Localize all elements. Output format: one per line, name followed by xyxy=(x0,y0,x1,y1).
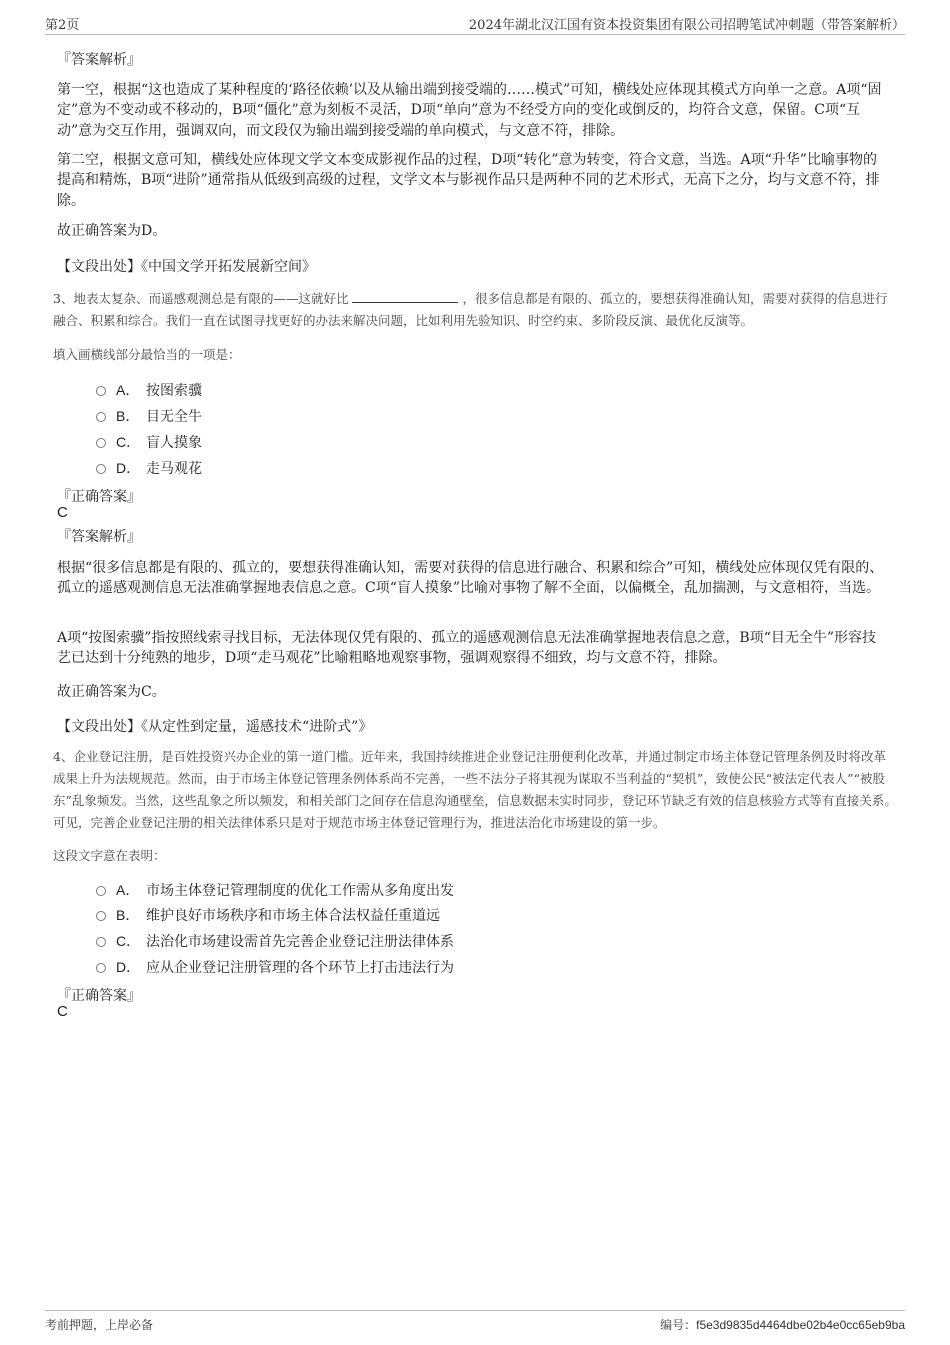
q3-question-b: ，很多信息都是有限的、孤立的，要想获得准确认知，需要对获得的信息进行融合、积累和综合。我们一直在试图寻找更好的办法来解决问题，比如利用先验知识、时空约束、多阶段反演、最优化反演等。 xyxy=(53,291,888,328)
radio-icon[interactable] xyxy=(96,963,106,973)
page-footer xyxy=(45,1310,905,1335)
q3-question-a: 3、地表太复杂、而遥感观测总是有限的——这就好比 xyxy=(53,291,349,306)
q4-correct-label: 『正确答案』 xyxy=(57,988,141,1004)
q3-question xyxy=(53,288,898,332)
q3-analysis-p1: 根据“很多信息都是有限的、孤立的，要想获得准确认知，需要对获得的信息进行融合、积累和综合”可知，横线处应体现仅凭有限的、孤立的遥感观测信息无法准确掌握地表信息之意。C项“盲人摸象”比喻对事物了解不全面，以偏概全，乱加揣测，与文意相符，当选。 xyxy=(57,560,884,597)
radio-icon[interactable] xyxy=(96,464,106,474)
q4-option-a[interactable]: A． 市场主体登记管理制度的优化工作需从多角度出发 xyxy=(96,880,454,900)
q2-conclusion: 故正确答案为D。 xyxy=(57,223,167,239)
q3-option-b[interactable]: B． 目无全牛 xyxy=(96,406,202,426)
q3-blank xyxy=(352,291,458,303)
q4-option-b[interactable]: B． 维护良好市场秩序和市场主体合法权益任重道远 xyxy=(96,905,440,925)
q3-source: 【文段出处】《从定性到定量，遥感技术“进阶式”》 xyxy=(57,719,373,735)
radio-icon[interactable] xyxy=(96,438,106,448)
radio-icon[interactable] xyxy=(96,911,106,921)
q4-question: 4、企业登记注册，是百姓投资兴办企业的第一道门槛。近年来，我国持续推进企业登记注册便利化改革，并通过制定市场主体登记管理条例及时将改革成果上升为法规规范。然而，由于市场主体登记管理条例体系尚不完善，一些不法分子将其视为谋取不当利益的“契机”，致使公民“被法定代表人”“被股东”乱象频发。当然，这些乱象之所以频发，和相关部门之间存在信息沟通壁垒，信息数据未实时同步，登记环节缺乏有效的信息核验方式等有直接关系。可见，完善企业登记注册的相关法律体系只是对于规范市场主体登记管理行为，推进法治化市场建设的第一步。 xyxy=(53,749,897,830)
q3-conclusion: 故正确答案为C。 xyxy=(57,684,166,700)
q3-analysis-p2: A项“按图索骥”指按照线索寻找目标，无法体现仅凭有限的、孤立的遥感观测信息无法准确掌握地表信息之意，B项“目无全牛”形容技艺已达到十分纯熟的地步，D项“走马观花”比喻粗略地观察事物，强调观察得不细致，均与文意不符，排除。 xyxy=(57,630,877,667)
document-title: 2024年湖北汉江国有资本投资集团有限公司招聘笔试冲刺题（带答案解析） xyxy=(468,18,905,33)
q4-option-d[interactable]: D． 应从企业登记注册管理的各个环节上打击违法行为 xyxy=(96,957,454,977)
radio-icon[interactable] xyxy=(96,412,106,422)
radio-icon[interactable] xyxy=(96,386,106,396)
q2-analysis-p1: 第一空，根据“这也造成了某种程度的‘路径依赖’以及从输出端到接受端的……模式”可知，横线处应体现其模式方向单一之意。A项“固定”意为不变动或不移动的，B项“僵化”意为刻板不灵活，D项“单向”意为不经受方向的变化或倒反的，均符合文意，保留。C项“互动”意为交互作用，强调双向，而文段仅为输出端到接受端的单向模式，与文意不符，排除。 xyxy=(57,82,882,139)
q4-correct-answer: C xyxy=(57,1003,68,1020)
page-number: 第2页 xyxy=(45,18,80,33)
footer-slogan: 考前押题，上岸必备 xyxy=(45,1318,154,1332)
q2-analysis-label: 『答案解析』 xyxy=(57,52,141,68)
q3-option-a[interactable]: A． 按图索骥 xyxy=(96,380,202,400)
q3-analysis-label: 『答案解析』 xyxy=(57,529,141,545)
radio-icon[interactable] xyxy=(96,937,106,947)
q3-option-d[interactable]: D． 走马观花 xyxy=(96,458,202,478)
q3-correct-label: 『正确答案』 xyxy=(57,489,141,505)
q2-source: 【文段出处】《中国文学开拓发展新空间》 xyxy=(57,259,316,275)
q4-prompt: 这段文字意在表明： xyxy=(53,848,166,863)
q2-analysis-p2: 第二空，根据文意可知，横线处应体现文学文本变成影视作品的过程，D项“转化”意为转变，符合文意，当选。A项“升华”比喻事物的提高和精炼，B项“进阶”通常指从低级到高级的过程，文学文本与影视作品只是两种不同的艺术形式，无高下之分，均与文意不符，排除。 xyxy=(57,152,880,209)
q3-prompt: 填入画横线部分最恰当的一项是： xyxy=(53,347,241,362)
page-header xyxy=(45,14,905,35)
q3-option-c[interactable]: C． 盲人摸象 xyxy=(96,432,202,452)
q3-correct-answer: C xyxy=(57,504,68,521)
radio-icon[interactable] xyxy=(96,886,106,896)
q4-option-c[interactable]: C． 法治化市场建设需首先完善企业登记注册法律体系 xyxy=(96,931,454,951)
document-code: 编号：f5e3d9835d4464dbe02b4e0cc65eb9ba xyxy=(660,1318,905,1332)
